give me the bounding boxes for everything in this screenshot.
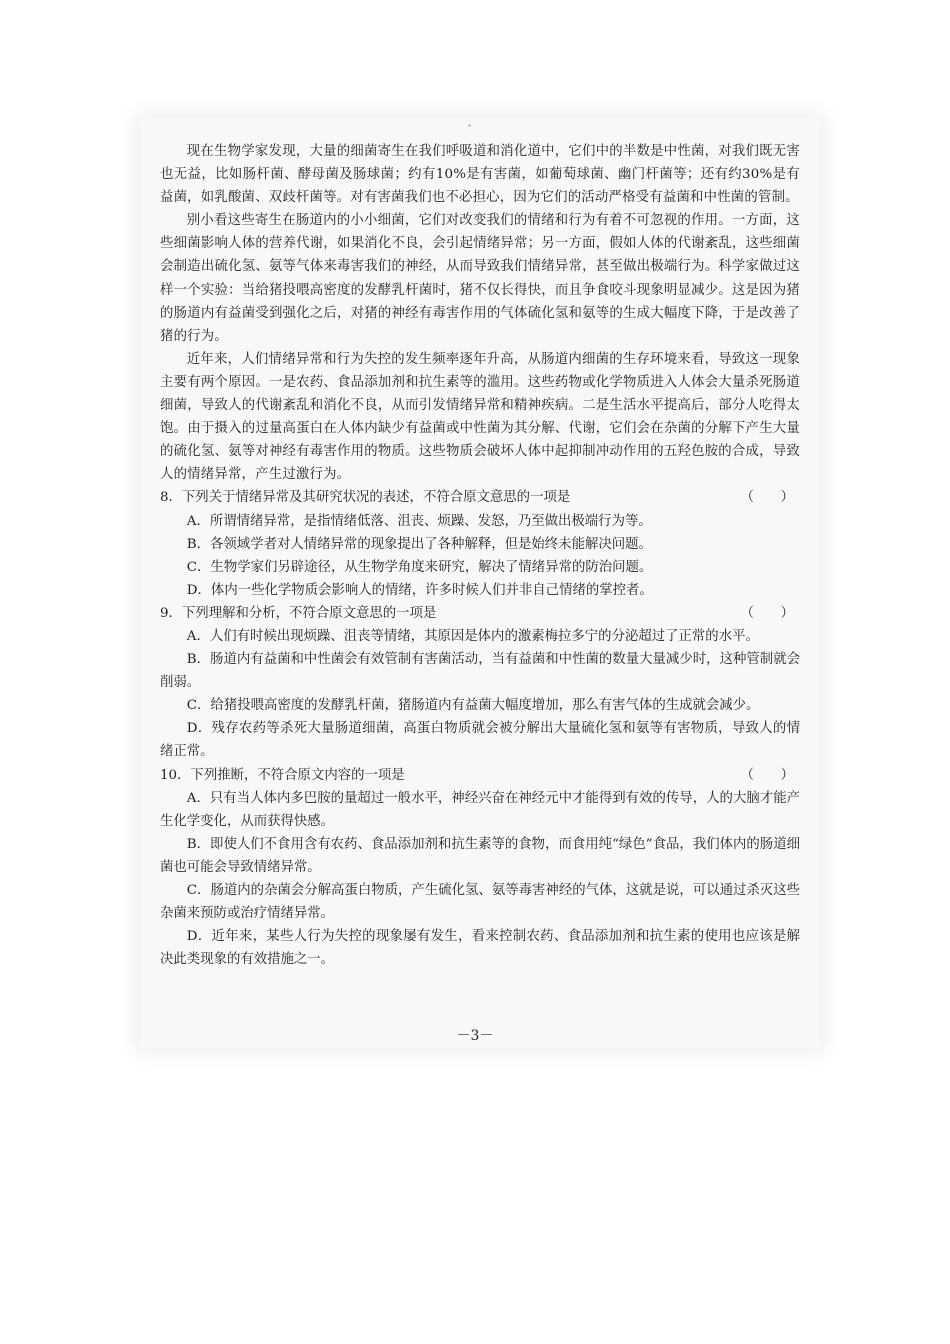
option-d: D．近年来，某些人行为失控的现象屡有发生，看来控制农药、食品添加剂和抗生素的使用也应该是解决此类现象的有效措施之一。	[160, 929, 800, 968]
passage-paragraph-2: 别小看这些寄生在肠道内的小小细菌，它们对改变我们的情绪和行为有着不可忽视的作用。一方面，这些细菌影响人体的营养代谢，如果消化不良，会引起情绪异常；另一方面，假如人体的代谢紊乱，这些细菌会制造出硫化氢、氨等气体来毒害我们的神经，从而导致我们情绪异常，甚至做出极端行为。科学家做过这样一个实验：当给猪投喂高密度的发酵乳杆菌时，猪不仅长得快，而且争食咬斗现象明显减少。这是因为猪的肠道内有益菌受到强化之后，对猪的神经有毒害作用的气体硫化氢和氨等的生成大幅度下降，于是改善了猪的行为。	[160, 213, 800, 344]
answer-bracket: （ ）	[740, 490, 794, 506]
question-stem: 8．下列关于情绪异常及其研究状况的表述，不符合原文意思的一项是	[160, 490, 571, 506]
option-a: A．人们有时候出现烦躁、沮丧等情绪，其原因是体内的激素梅拉多宁的分泌超过了正常的水平。	[186, 628, 759, 644]
option-a: A．所谓情绪异常，是指情绪低落、沮丧、烦躁、发怒，乃至做出极端行为等。	[186, 513, 652, 529]
scan-speck	[468, 124, 471, 127]
question-10	[160, 764, 800, 972]
option-c: C．给猪投喂高密度的发酵乳杆菌，猪肠道内有益菌大幅度增加，那么有害气体的生成就会减少。	[186, 698, 760, 714]
answer-bracket: （ ）	[740, 767, 794, 783]
option-d: D．体内一些化学物质会影响人的情绪，许多时候人们并非自己情绪的掌控者。	[186, 582, 653, 598]
option-b: B．各领域学者对人情绪异常的现象提出了各种解释，但是始终未能解决问题。	[186, 536, 652, 552]
question-stem: 10．下列推断，不符合原文内容的一项是	[160, 767, 405, 783]
question-8	[160, 486, 800, 601]
option-d: D．残存农药等杀死大量肠道细菌，高蛋白物质就会被分解出大量硫化氢和氨等有害物质，导致人的情绪正常。	[160, 721, 800, 760]
page-content	[160, 140, 800, 971]
question-stem: 9．下列理解和分析，不符合原文意思的一项是	[160, 605, 437, 621]
option-c: C．生物学家们另辟途径，从生物学角度来研究，解决了情绪异常的防治问题。	[186, 559, 653, 575]
question-9	[160, 602, 800, 764]
option-b: B．即使人们不食用含有农药、食品添加剂和抗生素等的食物，而食用纯“绿色”食品，我们体内的肠道细菌也可能会导致情绪异常。	[160, 836, 800, 875]
page-number: －3－	[456, 1028, 494, 1044]
option-c: C．肠道内的杂菌会分解高蛋白物质，产生硫化氢、氨等毒害神经的气体，这就是说，可以通过杀灭这些杂菌来预防或治疗情绪异常。	[160, 883, 800, 922]
option-b: B．肠道内有益菌和中性菌会有效管制有害菌活动，当有益菌和中性菌的数量大量减少时，这种管制就会削弱。	[160, 652, 800, 691]
passage-paragraph-3: 近年来，人们情绪异常和行为失控的发生频率逐年升高，从肠道内细菌的生存环境来看，导致这一现象主要有两个原因。一是农药、食品添加剂和抗生素等的滥用。这些药物或化学物质进入人体会大量杀死肠道细菌，导致人的代谢紊乱和消化不良，从而引发情绪异常和精神疾病。二是生活水平提高后，部分人吃得太饱。由于摄入的过量高蛋白在人体内缺少有益菌或中性菌为其分解、代谢，它们会在杂菌的分解下产生大量的硫化氢、氨等对神经有毒害作用的物质。这些物质会破坏人体中起抑制冲动作用的五羟色胺的合成，导致人的情绪异常，产生过激行为。	[160, 351, 800, 483]
option-a: A．只有当人体内多巴胺的量超过一般水平，神经兴奋在神经元中才能得到有效的传导，人的大脑才能产生化学变化，从而获得快感。	[160, 790, 800, 829]
passage-paragraph-1: 现在生物学家发现，大量的细菌寄生在我们呼吸道和消化道中，它们中的半数是中性菌，对我们既无害也无益，比如肠杆菌、酵母菌及肠球菌；约有10%是有害菌，如葡萄球菌、幽门杆菌等；还有约30%是有益菌，如乳酸菌、双歧杆菌等。对有害菌我们也不必担心，因为它们的活动严格受有益菌和中性菌的管制。	[160, 144, 800, 206]
answer-bracket: （ ）	[740, 605, 794, 621]
